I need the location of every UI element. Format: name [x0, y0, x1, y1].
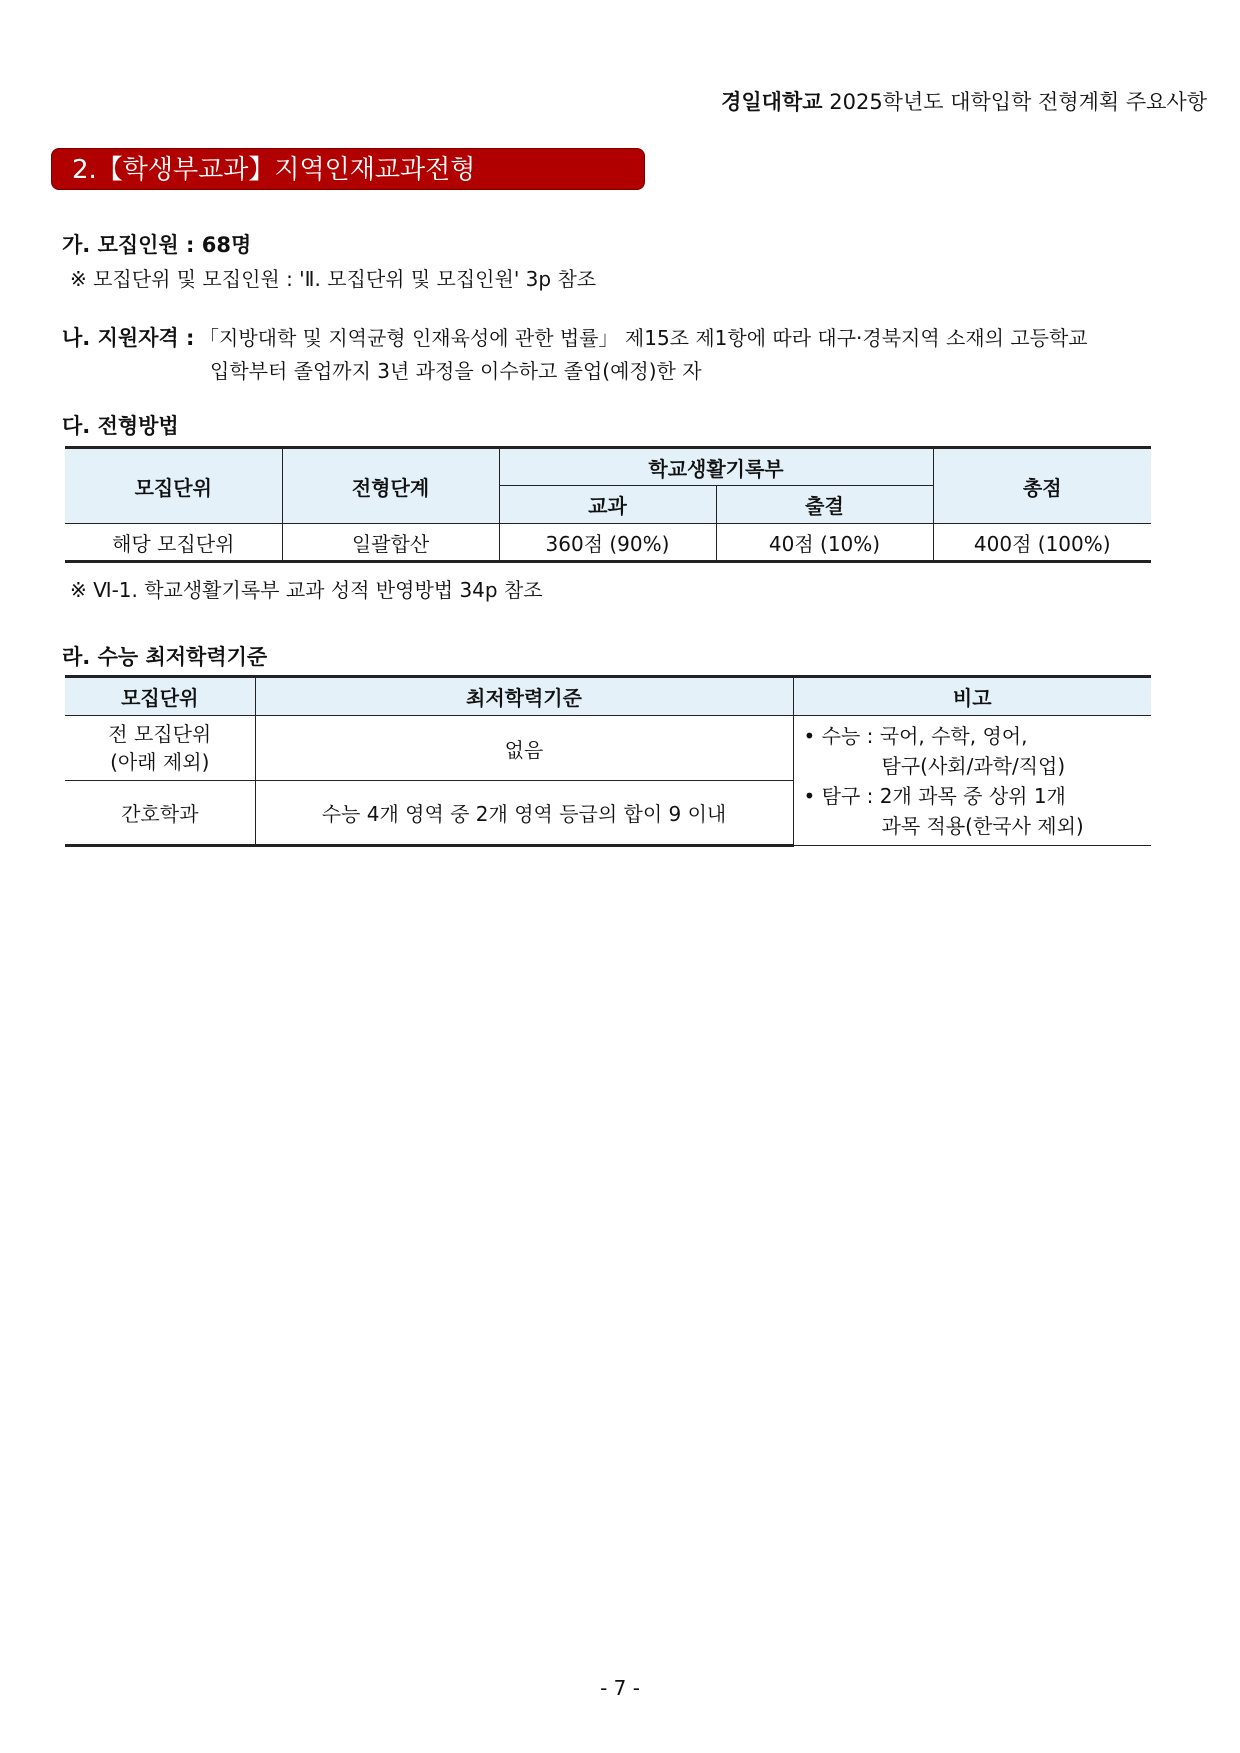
page-header [721, 86, 1207, 116]
remark-line-2: 탐구(사회/과학/직업) [881, 753, 1066, 778]
header-subtitle: 2025학년도 대학입학 전형계획 주요사항 [829, 90, 1207, 114]
cell-stage: 일괄합산 [282, 524, 499, 562]
cell-criteria: 수능 4개 영역 중 2개 영역 등급의 합이 9 이내 [255, 781, 793, 846]
col-header-school-record: 학교생활기록부 [499, 448, 933, 486]
csat-minimum-heading: 라. 수능 최저학력기준 [62, 645, 268, 669]
col-header-unit: 모집단위 [65, 677, 255, 716]
cell-total: 400점 (100%) [933, 524, 1151, 562]
remark-line-3: • 탐구 : 2개 과목 중 상위 1개 [803, 783, 1066, 808]
eligibility-heading: 나. 지원자격 : [62, 326, 195, 350]
table-row [65, 524, 1151, 562]
col-header-attendance: 출결 [716, 486, 933, 524]
col-header-criteria: 최저학력기준 [255, 677, 793, 716]
cell-attendance: 40점 (10%) [716, 524, 933, 562]
eligibility-line-1: 「지방대학 및 지역균형 인재육성에 관한 법률」 제15조 제1항에 따라 대구·경북지역 소재의 고등학교 [199, 326, 1088, 350]
eligibility-line-2: 입학부터 졸업까지 3년 과정을 이수하고 졸업(예정)한 자 [210, 359, 702, 383]
csat-minimum-table [65, 675, 1151, 847]
remark-line-1: • 수능 : 국어, 수학, 영어, [803, 723, 1028, 748]
selection-method-heading: 다. 전형방법 [62, 414, 179, 438]
page-number: - 7 - [600, 1676, 640, 1700]
cell-unit: 해당 모집단위 [65, 524, 282, 562]
col-header-unit: 모집단위 [65, 448, 282, 524]
recruit-count-heading: 가. 모집인원 : 68명 [62, 233, 252, 257]
col-header-total: 총점 [933, 448, 1151, 524]
table-row [65, 716, 1151, 781]
university-name: 경일대학교 [721, 90, 823, 114]
cell-subject: 360점 (90%) [499, 524, 716, 562]
cell-unit-line-2: (아래 제외) [110, 750, 210, 774]
cell-unit [65, 716, 255, 781]
col-header-remark: 비고 [793, 677, 1151, 716]
cell-criteria: 없음 [255, 716, 793, 781]
cell-unit-line-1: 전 모집단위 [108, 722, 212, 746]
selection-method-note: ※ Ⅵ-1. 학교생활기록부 교과 성적 반영방법 34p 참조 [70, 578, 543, 602]
cell-remark [793, 716, 1151, 846]
col-header-subject: 교과 [499, 486, 716, 524]
section-banner: 2.【학생부교과】지역인재교과전형 [51, 148, 645, 190]
remark-line-4: 과목 적용(한국사 제외) [881, 813, 1084, 838]
selection-method-table [65, 446, 1151, 563]
col-header-stage: 전형단계 [282, 448, 499, 524]
recruit-count-note: ※ 모집단위 및 모집인원 : 'Ⅱ. 모집단위 및 모집인원' 3p 참조 [70, 267, 597, 291]
cell-unit: 간호학과 [65, 781, 255, 846]
